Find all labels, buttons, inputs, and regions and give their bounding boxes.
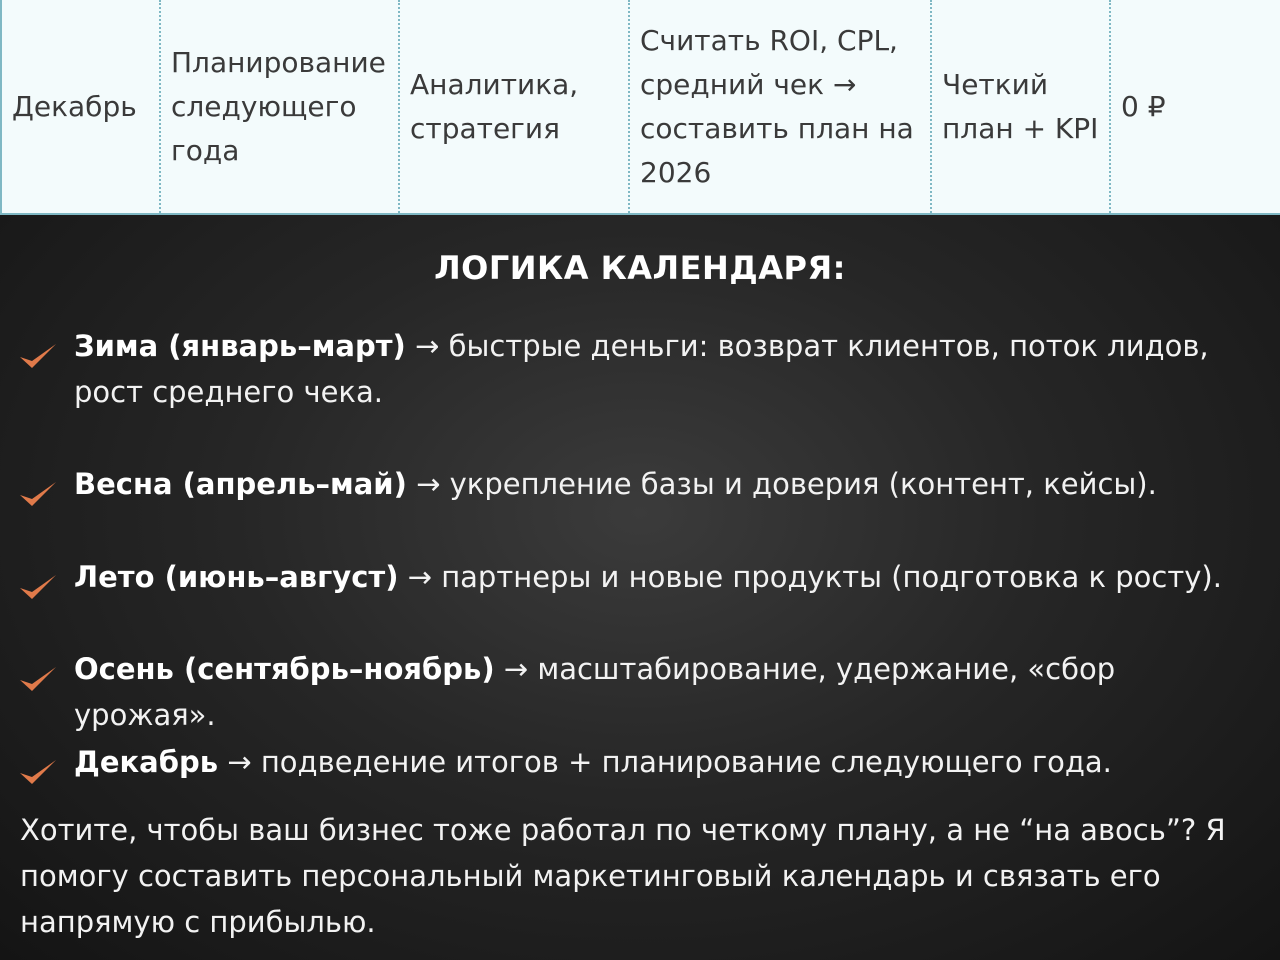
arrow: →	[218, 745, 261, 779]
list-item-text	[74, 323, 1234, 415]
list-item-text	[74, 461, 1234, 507]
checkmark-icon	[18, 664, 58, 694]
list-item-text	[74, 739, 1234, 785]
arrow: →	[406, 467, 450, 501]
cell-month: Декабрь	[1, 0, 160, 213]
season-description: укрепление базы и доверия (контент, кейсы).	[449, 467, 1157, 501]
season-description: масштабирование, удержание, «сбор урожая».	[74, 652, 1116, 732]
season-description: подведение итогов + планирование следующего года.	[260, 745, 1112, 779]
arrow: →	[494, 652, 538, 686]
section-heading: ЛОГИКА КАЛЕНДАРЯ:	[434, 249, 846, 287]
arrow: →	[398, 560, 442, 594]
season-label: Осень (сентябрь–ноябрь)	[74, 652, 495, 686]
season-label: Зима (январь–март)	[74, 329, 406, 363]
checkmark-icon	[18, 479, 58, 509]
cell-result: Четкий план + KPI	[931, 0, 1110, 213]
cell-budget: 0 ₽	[1110, 0, 1280, 213]
list-item-text	[74, 554, 1234, 600]
plan-table	[0, 0, 1280, 215]
calendar-logic-section	[0, 215, 1280, 960]
cell-task: Планирование следующего года	[160, 0, 399, 213]
plan-table-grid	[0, 0, 1280, 213]
call-to-action-text: Хотите, чтобы ваш бизнес тоже работал по четкому плану, а не “на авось”? Я помогу составить персональный маркетинговый календарь и связать его напрямую с прибылью.	[20, 813, 1226, 939]
season-description: партнеры и новые продукты (подготовка к росту).	[441, 560, 1222, 594]
cell-actions: Считать ROI, CPL, средний чек → составить план на 2026	[629, 0, 931, 213]
checkmark-icon	[18, 341, 58, 371]
season-label: Декабрь	[74, 745, 219, 779]
season-description: быстрые деньги: возврат клиентов, поток лидов, рост среднего чека.	[74, 329, 1209, 409]
season-label: Весна (апрель–май)	[74, 467, 407, 501]
list-item-text	[74, 646, 1234, 738]
table-row	[1, 0, 1280, 213]
checkmark-icon	[18, 572, 58, 602]
checkmark-icon	[18, 757, 58, 787]
arrow: →	[405, 329, 449, 363]
season-label: Лето (июнь–август)	[74, 560, 399, 594]
cell-focus: Аналитика, стратегия	[399, 0, 629, 213]
